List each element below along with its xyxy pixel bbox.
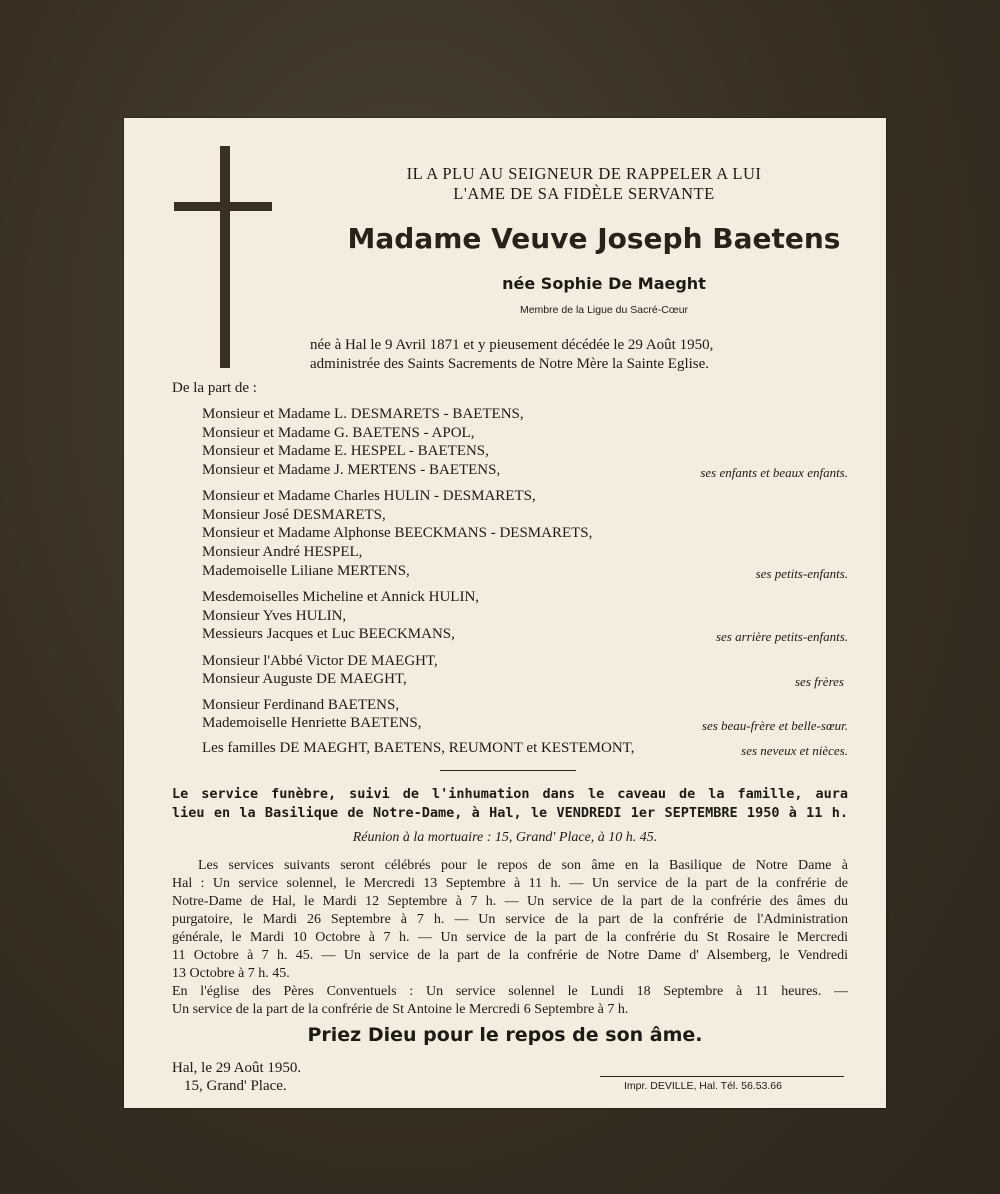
de-la-part-label: De la part de : xyxy=(172,380,257,396)
services-line: Hal : Un service solennel, le Mercredi 13 Septembre à 11 h. — Un service de la part de la confrérie de xyxy=(172,876,848,891)
services-line: 13 Octobre à 7 h. 45. xyxy=(172,966,290,981)
families-line: Les familles DE MAEGHT, BAETENS, REUMONT et KESTEMONT, xyxy=(202,740,635,756)
family-member: Monsieur José DESMARETS, xyxy=(202,507,386,523)
family-member: Monsieur Auguste DE MAEGHT, xyxy=(202,671,407,687)
footer-place-date: Hal, le 29 Août 1950. xyxy=(172,1060,302,1076)
services-line: Un service de la part de la confrérie de St Antoine le Mercredi 6 Septembre à 7 h. xyxy=(172,1002,629,1017)
relation-label: ses petits-enfants. xyxy=(755,566,848,581)
relation-label: ses arrière petits-enfants. xyxy=(715,629,848,644)
relation-label: ses beau-frère et belle-sœur. xyxy=(701,718,848,733)
family-member: Monsieur et Madame E. HESPEL - BAETENS, xyxy=(202,443,489,459)
funeral-line-2: lieu en la Basilique de Notre-Dame, à Hal, le VENDREDI 1er SEPTEMBRE 1950 à 11 h. xyxy=(172,805,848,821)
family-member: Mademoiselle Liliane MERTENS, xyxy=(202,563,410,579)
relation-label: ses frères xyxy=(795,674,844,689)
family-member: Mesdemoiselles Micheline et Annick HULIN, xyxy=(202,589,480,605)
family-member: Monsieur et Madame J. MERTENS - BAETENS, xyxy=(202,462,501,478)
family-member: Monsieur Yves HULIN, xyxy=(202,608,347,624)
family-member: Monsieur et Madame Alphonse BEECKMANS - DESMARETS, xyxy=(202,525,593,541)
birth-death-line: née à Hal le 9 Avril 1871 et y pieusement décédée le 29 Août 1950, xyxy=(310,337,714,353)
family-member: Monsieur et Madame G. BAETENS - APOL, xyxy=(202,425,475,441)
sacraments-line: administrée des Saints Sacrements de Notre Mère la Sainte Eglise. xyxy=(310,356,710,372)
deceased-name: Madame Veuve Joseph Baetens xyxy=(347,222,841,255)
cross-icon-vertical xyxy=(220,146,230,368)
divider xyxy=(440,770,576,771)
footer-address: 15, Grand' Place. xyxy=(184,1078,287,1094)
services-line: 11 Octobre à 7 h. 45. — Un service de la part de la confrérie de Notre Dame d' Alsemberg, le Vendredi xyxy=(172,948,848,963)
family-member: Mademoiselle Henriette BAETENS, xyxy=(202,715,422,731)
services-line: En l'église des Pères Conventuels : Un service solennel le Lundi 18 Septembre à 11 heures. — xyxy=(172,984,848,999)
prayer-line: Priez Dieu pour le repos de son âme. xyxy=(307,1024,703,1046)
header-line-1: IL A PLU AU SEIGNEUR DE RAPPELER A LUI xyxy=(406,164,762,183)
family-member: Monsieur l'Abbé Victor DE MAEGHT, xyxy=(202,653,438,669)
family-member: Monsieur André HESPEL, xyxy=(202,544,363,560)
cross-icon-horizontal xyxy=(174,202,272,211)
printer-rule xyxy=(600,1076,844,1077)
funeral-line-1: Le service funèbre, suivi de l'inhumation dans le caveau de la famille, aura xyxy=(172,786,848,802)
printer-credit: Impr. DEVILLE, Hal. Tél. 56.53.66 xyxy=(624,1080,782,1092)
services-line: purgatoire, le Mardi 26 Septembre à 7 h. — Un service de la part de la confrérie de l'Administration xyxy=(172,912,848,927)
family-member: Messieurs Jacques et Luc BEECKMANS, xyxy=(202,626,455,642)
reunion-line: Réunion à la mortuaire : 15, Grand' Place, à 10 h. 45. xyxy=(352,830,658,845)
membership: Membre de la Ligue du Sacré-Cœur xyxy=(519,304,689,316)
services-line: Notre-Dame de Hal, le Mardi 12 Septembre à 7 h. — Un service de la part de la confrérie des âmes du xyxy=(172,894,848,909)
funeral-notice-card xyxy=(124,118,886,1108)
family-member: Monsieur Ferdinand BAETENS, xyxy=(202,697,400,713)
services-line: générale, le Mardi 10 Octobre à 7 h. — Un service de la part de la confrérie du St Rosaire le Mercredi xyxy=(172,930,848,945)
header-line-2: L'AME DE SA FIDÈLE SERVANTE xyxy=(453,184,715,203)
maiden-name: née Sophie De Maeght xyxy=(502,274,706,293)
family-member: Monsieur et Madame L. DESMARETS - BAETENS, xyxy=(202,406,524,422)
relation-label: ses neveux et nièces. xyxy=(741,743,848,758)
family-member: Monsieur et Madame Charles HULIN - DESMARETS, xyxy=(202,488,536,504)
services-line: Les services suivants seront célébrés pour le repos de son âme en la Basilique de Notre Dame à xyxy=(198,858,848,873)
relation-label: ses enfants et beaux enfants. xyxy=(700,465,848,480)
